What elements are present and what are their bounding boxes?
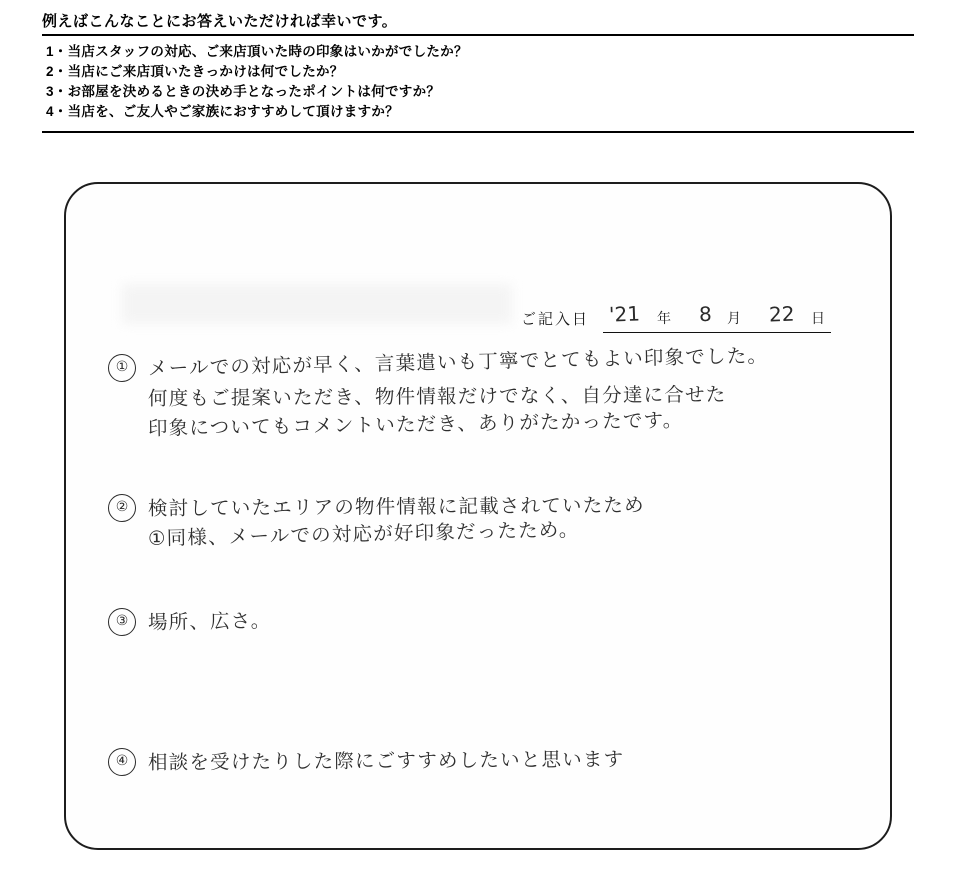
entry-date-row [521, 302, 861, 336]
entry-date-underline [603, 332, 831, 333]
entry-date-year-unit: 年 [657, 310, 671, 326]
header-bottom-rule [42, 131, 914, 133]
answer-3-text [148, 608, 894, 638]
answer-1-number: ① [108, 354, 136, 382]
form-headline: 例えばこんなことにお答えいただければ幸いです。 [42, 13, 398, 30]
answer-2-line-1: 検討していたエリアの物件情報に記載されていたため [147, 493, 645, 520]
answer-1-line-1: メールでの対応が早く、言葉遣いも丁寧でとてもよい印象でした。 [147, 344, 769, 380]
answer-1 [66, 344, 894, 444]
answer-4-number: ④ [108, 748, 136, 776]
answer-1-text [147, 344, 894, 444]
entry-date-day-value: 22 [768, 301, 795, 327]
answer-2-number: ② [108, 494, 136, 522]
answer-2 [66, 494, 894, 554]
form-header [42, 10, 914, 133]
example-question-2: 2・当店にご来店頂いたきっかけは何でしたか？ [46, 64, 344, 79]
entry-date-day-unit: 日 [811, 310, 825, 326]
answer-3 [66, 608, 894, 638]
entry-date-month-value: 8 [698, 301, 713, 327]
answer-4-text [148, 748, 894, 778]
entry-date-label: ご記入日 [521, 311, 590, 328]
answer-1-line-2: 何度もご提案いただき、物件情報だけでなく、自分達に合せた [147, 382, 727, 410]
answer-1-line-3: 印象についてもコメントいただき、ありがたかったです。 [147, 408, 684, 440]
answer-3-number: ③ [108, 608, 136, 636]
answer-2-text [148, 494, 894, 554]
example-question-3: 3・お部屋を決めるときの決め手となったポイントは何ですか？ [46, 84, 441, 99]
answer-3-line-1: 場所、広さ。 [147, 609, 272, 634]
scan-smudge [122, 284, 512, 324]
handwritten-answers [66, 344, 894, 774]
entry-date-year-value: '21 [608, 301, 641, 327]
example-question-list [42, 36, 914, 126]
answer-4 [66, 748, 894, 778]
example-question-4: 4・当店を、ご友人やご家族におすすめして頂けますか？ [46, 104, 399, 119]
entry-date-month-unit: 月 [727, 310, 741, 326]
questionnaire-sheet [64, 182, 892, 850]
answer-2-line-2: ①同様、メールでの対応が好印象だったため。 [147, 517, 580, 550]
example-question-1: 1・当店スタッフの対応、ご来店頂いた時の印象はいかがでしたか？ [46, 44, 468, 59]
answer-4-line-1: 相談を受けたりした際にごすすめしたいと思います [147, 747, 625, 774]
